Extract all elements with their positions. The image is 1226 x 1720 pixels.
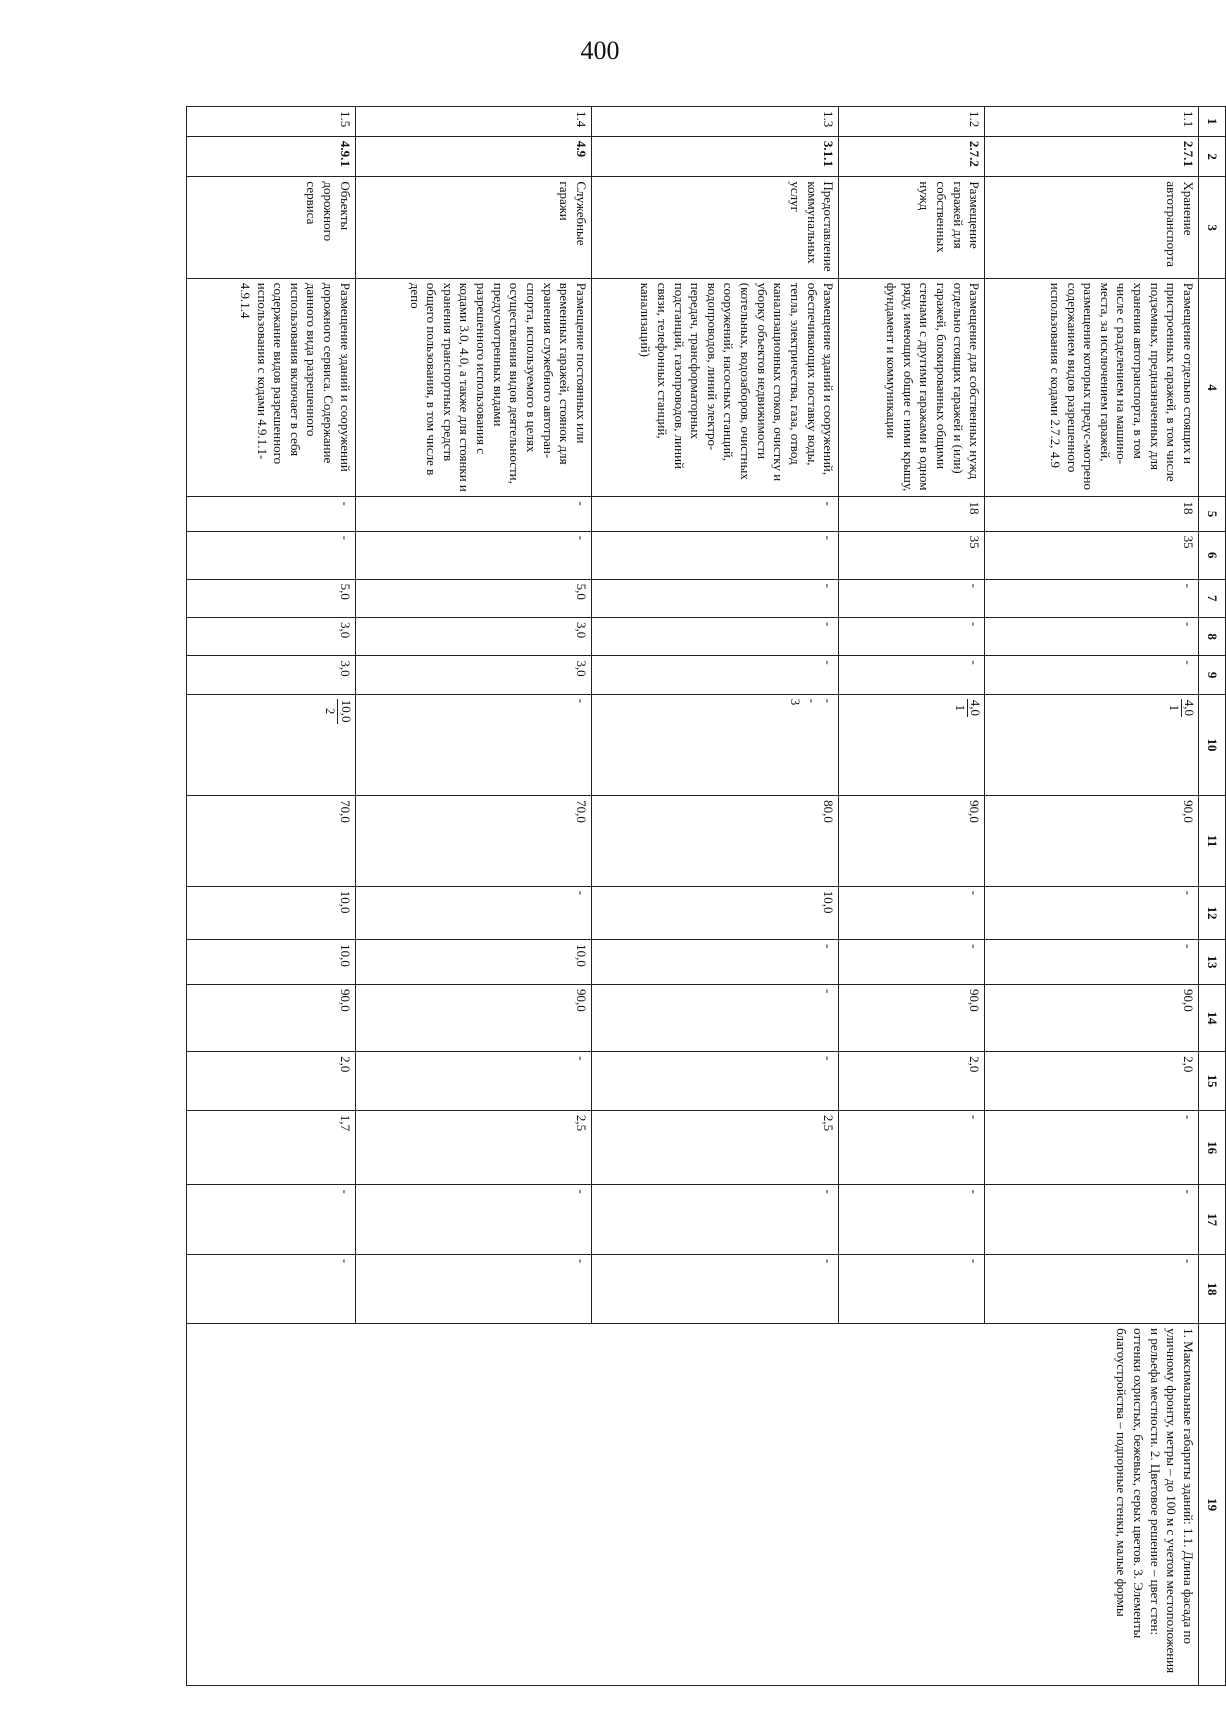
cell-value: - <box>591 1052 838 1111</box>
fraction-cell <box>985 694 1199 795</box>
cell-value: 35 <box>985 531 1199 579</box>
col-number: 14 <box>1199 984 1226 1051</box>
col-number: 9 <box>1199 656 1226 694</box>
cell-value: 2,0 <box>839 1052 985 1111</box>
cell-value: - <box>985 886 1199 939</box>
cell-value: - <box>591 579 838 617</box>
use-description: Размещение отдельно стоящих и пристроенных гаражей, в том числе подземных, предназначенных для хранения автотранспорта, в том числе с разделением на машино-места, за исключением гаражей, размещение которых предус-мотрено содержанием видов разрешенного использования с кодами 2.7.2, 4.9 <box>985 278 1199 497</box>
rotated-table-container <box>186 106 1226 1686</box>
fraction-numerator: 4,0 <box>1182 699 1197 717</box>
cell-value: 70,0 <box>355 796 591 887</box>
cell-value: 1,7 <box>187 1110 356 1185</box>
row-number: 1.1 <box>985 107 1199 137</box>
cell-value: 10,0 <box>591 886 838 939</box>
use-description: Размещение зданий и сооружений дорожного сервиса. Содержание данного вида разрешенного использования включает в себя содержание видов разрешенного использования с кодами 4.9.1.1-4.9.1.4 <box>187 278 356 497</box>
col-number: 2 <box>1199 136 1226 177</box>
fraction-denominator: 1 <box>953 704 969 712</box>
cell-value: 18 <box>985 497 1199 531</box>
fraction-numerator: 10,0 <box>338 699 354 723</box>
col-number: 6 <box>1199 531 1226 579</box>
col-number: 3 <box>1199 177 1226 278</box>
fraction-cell <box>839 694 985 795</box>
cell-value: 2,0 <box>187 1052 356 1111</box>
cell-value: - <box>591 617 838 655</box>
use-description: Размещение для собственных нужд отдельно стоящих гаражей и (или) гаражей, блокированных общими стенами с другими гаражами в одном ряду, имеющих общие с ними крышу, фундамент и коммуникации <box>839 278 985 497</box>
use-code: 4.9.1 <box>187 136 356 177</box>
use-code: 4.9 <box>355 136 591 177</box>
cell-value: - <box>187 531 356 579</box>
cell-value: - <box>591 531 838 579</box>
cell-value: - <box>839 940 985 985</box>
use-name: Размещение гаражей для собственных нужд <box>839 177 985 278</box>
fraction-denominator: 1 <box>1166 704 1182 712</box>
cell-value: 90,0 <box>187 984 356 1051</box>
cell-value: 90,0 <box>985 984 1199 1051</box>
col-number: 11 <box>1199 796 1226 887</box>
cell-value: 10,0 <box>187 940 356 985</box>
use-code: 2.7.2 <box>839 136 985 177</box>
cell-value: - <box>591 1254 838 1323</box>
col-number: 12 <box>1199 886 1226 939</box>
cell-value: - <box>985 1110 1199 1185</box>
cell-value: 90,0 <box>355 984 591 1051</box>
cell-value: 90,0 <box>839 984 985 1051</box>
col-number: 17 <box>1199 1185 1226 1254</box>
col-number: 13 <box>1199 940 1226 985</box>
fraction <box>323 699 353 724</box>
cell-value: - <box>839 1185 985 1254</box>
table-row <box>985 107 1199 1686</box>
cell-value: - <box>591 497 838 531</box>
cell-value: 90,0 <box>839 796 985 887</box>
cell-value: 90,0 <box>985 796 1199 887</box>
cell-value: 2,5 <box>591 1110 838 1185</box>
use-code: 3.1.1 <box>591 136 838 177</box>
regulations-table <box>186 106 1226 1686</box>
cell-value: - <box>591 984 838 1051</box>
stacked-values-cell <box>591 694 838 795</box>
use-name: Хранение автотранспорта <box>985 177 1199 278</box>
cell-value: - <box>187 1185 356 1254</box>
stacked-value: 3 <box>787 698 803 706</box>
col-number: 10 <box>1199 694 1226 795</box>
cell-value: 70,0 <box>187 796 356 887</box>
cell-value: - <box>985 656 1199 694</box>
cell-value: - <box>355 886 591 939</box>
cell-value: 2,5 <box>355 1110 591 1185</box>
use-name: Объекты дорожного сервиса <box>187 177 356 278</box>
use-description: Размещение зданий и сооружений, обеспечивающих поставку воды, тепла, электричества, газа, отвод канализационных стоков, очистку и уборку объектов недвижимости (котельных, водозаборов, очистных сооружений, насосных станций, водопроводов, линий электро-передач, трансформаторных подстанций, газопроводов, линий связи, телефонных станций, канализаций) <box>591 278 838 497</box>
row-number: 1.4 <box>355 107 591 137</box>
cell-value: - <box>839 579 985 617</box>
cell-value: - <box>187 1254 356 1323</box>
cell-value: - <box>985 940 1199 985</box>
fraction-denominator: 2 <box>323 707 339 715</box>
cell-value: - <box>591 1185 838 1254</box>
fraction-cell <box>187 694 356 795</box>
cell-value: 3,0 <box>355 617 591 655</box>
col-number: 18 <box>1199 1254 1226 1323</box>
use-name: Предоставление коммунальных услуг <box>591 177 838 278</box>
cell-value: 35 <box>839 531 985 579</box>
cell-value: - <box>839 617 985 655</box>
fraction <box>953 699 983 717</box>
cell-value: - <box>591 940 838 985</box>
cell-value: - <box>355 1052 591 1111</box>
cell-value: - <box>985 617 1199 655</box>
col-number: 16 <box>1199 1110 1226 1185</box>
cell-value: 3,0 <box>187 617 356 655</box>
stacked-value: - <box>804 698 820 704</box>
cell-value: - <box>839 1254 985 1323</box>
cell-value: 18 <box>839 497 985 531</box>
col-number: 8 <box>1199 617 1226 655</box>
fraction-numerator: 4,0 <box>968 699 984 717</box>
cell-value: - <box>985 1254 1199 1323</box>
col-number: 5 <box>1199 497 1226 531</box>
cell-value: 10,0 <box>355 940 591 985</box>
stacked-value: - <box>821 698 837 704</box>
use-name: Служебные гаражи <box>355 177 591 278</box>
cell-value: 3,0 <box>355 656 591 694</box>
cell-value: - <box>839 656 985 694</box>
cell-value: 2,0 <box>985 1052 1199 1111</box>
row-number: 1.5 <box>187 107 356 137</box>
page-number: 400 <box>580 36 620 65</box>
cell-value: 3,0 <box>187 656 356 694</box>
col-number: 1 <box>1199 107 1226 137</box>
row-number: 1.3 <box>591 107 838 137</box>
row-number: 1.2 <box>839 107 985 137</box>
cell-value: - <box>355 531 591 579</box>
cell-value: - <box>355 1254 591 1323</box>
cell-value: 80,0 <box>591 796 838 887</box>
cell-value: 5,0 <box>187 579 356 617</box>
cell-value: 10,0 <box>187 886 356 939</box>
fraction <box>1166 699 1196 717</box>
cell-value: - <box>985 1185 1199 1254</box>
col-number: 4 <box>1199 278 1226 497</box>
cell-value: - <box>591 656 838 694</box>
cell-value: - <box>985 579 1199 617</box>
cell-value: - <box>187 497 356 531</box>
col-number: 19 <box>1199 1324 1226 1686</box>
cell-value: 5,0 <box>355 579 591 617</box>
use-description: Размещение постоянных или временных гаражей, стоянок для хранения служебного автотран-спорта, используемого в целях осуществления видов деятельности, предусмотренных видами разрешенного использования с кодами 3.0, 4.0, а также для стоянки и хранения транспортных средств общего пользования, в том числе в депо <box>355 278 591 497</box>
column-number-row <box>1199 107 1226 1686</box>
cell-value: - <box>355 1185 591 1254</box>
col-number: 15 <box>1199 1052 1226 1111</box>
use-code: 2.7.1 <box>985 136 1199 177</box>
architectural-requirements: 1. Максимальные габариты зданий: 1.1. Длина фасада по уличному фронту, метры – до 100 м с учетом местоположения и рельефа местности. 2. Цветовое решение – цвет стен: оттенки охристых, бежевых, серых цветов. 3. Элементы благоустройства – подпорные стенки, малые формы <box>187 1324 1199 1686</box>
col-number: 7 <box>1199 579 1226 617</box>
cell-value: - <box>355 497 591 531</box>
cell-value: - <box>355 694 591 795</box>
cell-value: - <box>839 886 985 939</box>
cell-value: - <box>839 1110 985 1185</box>
